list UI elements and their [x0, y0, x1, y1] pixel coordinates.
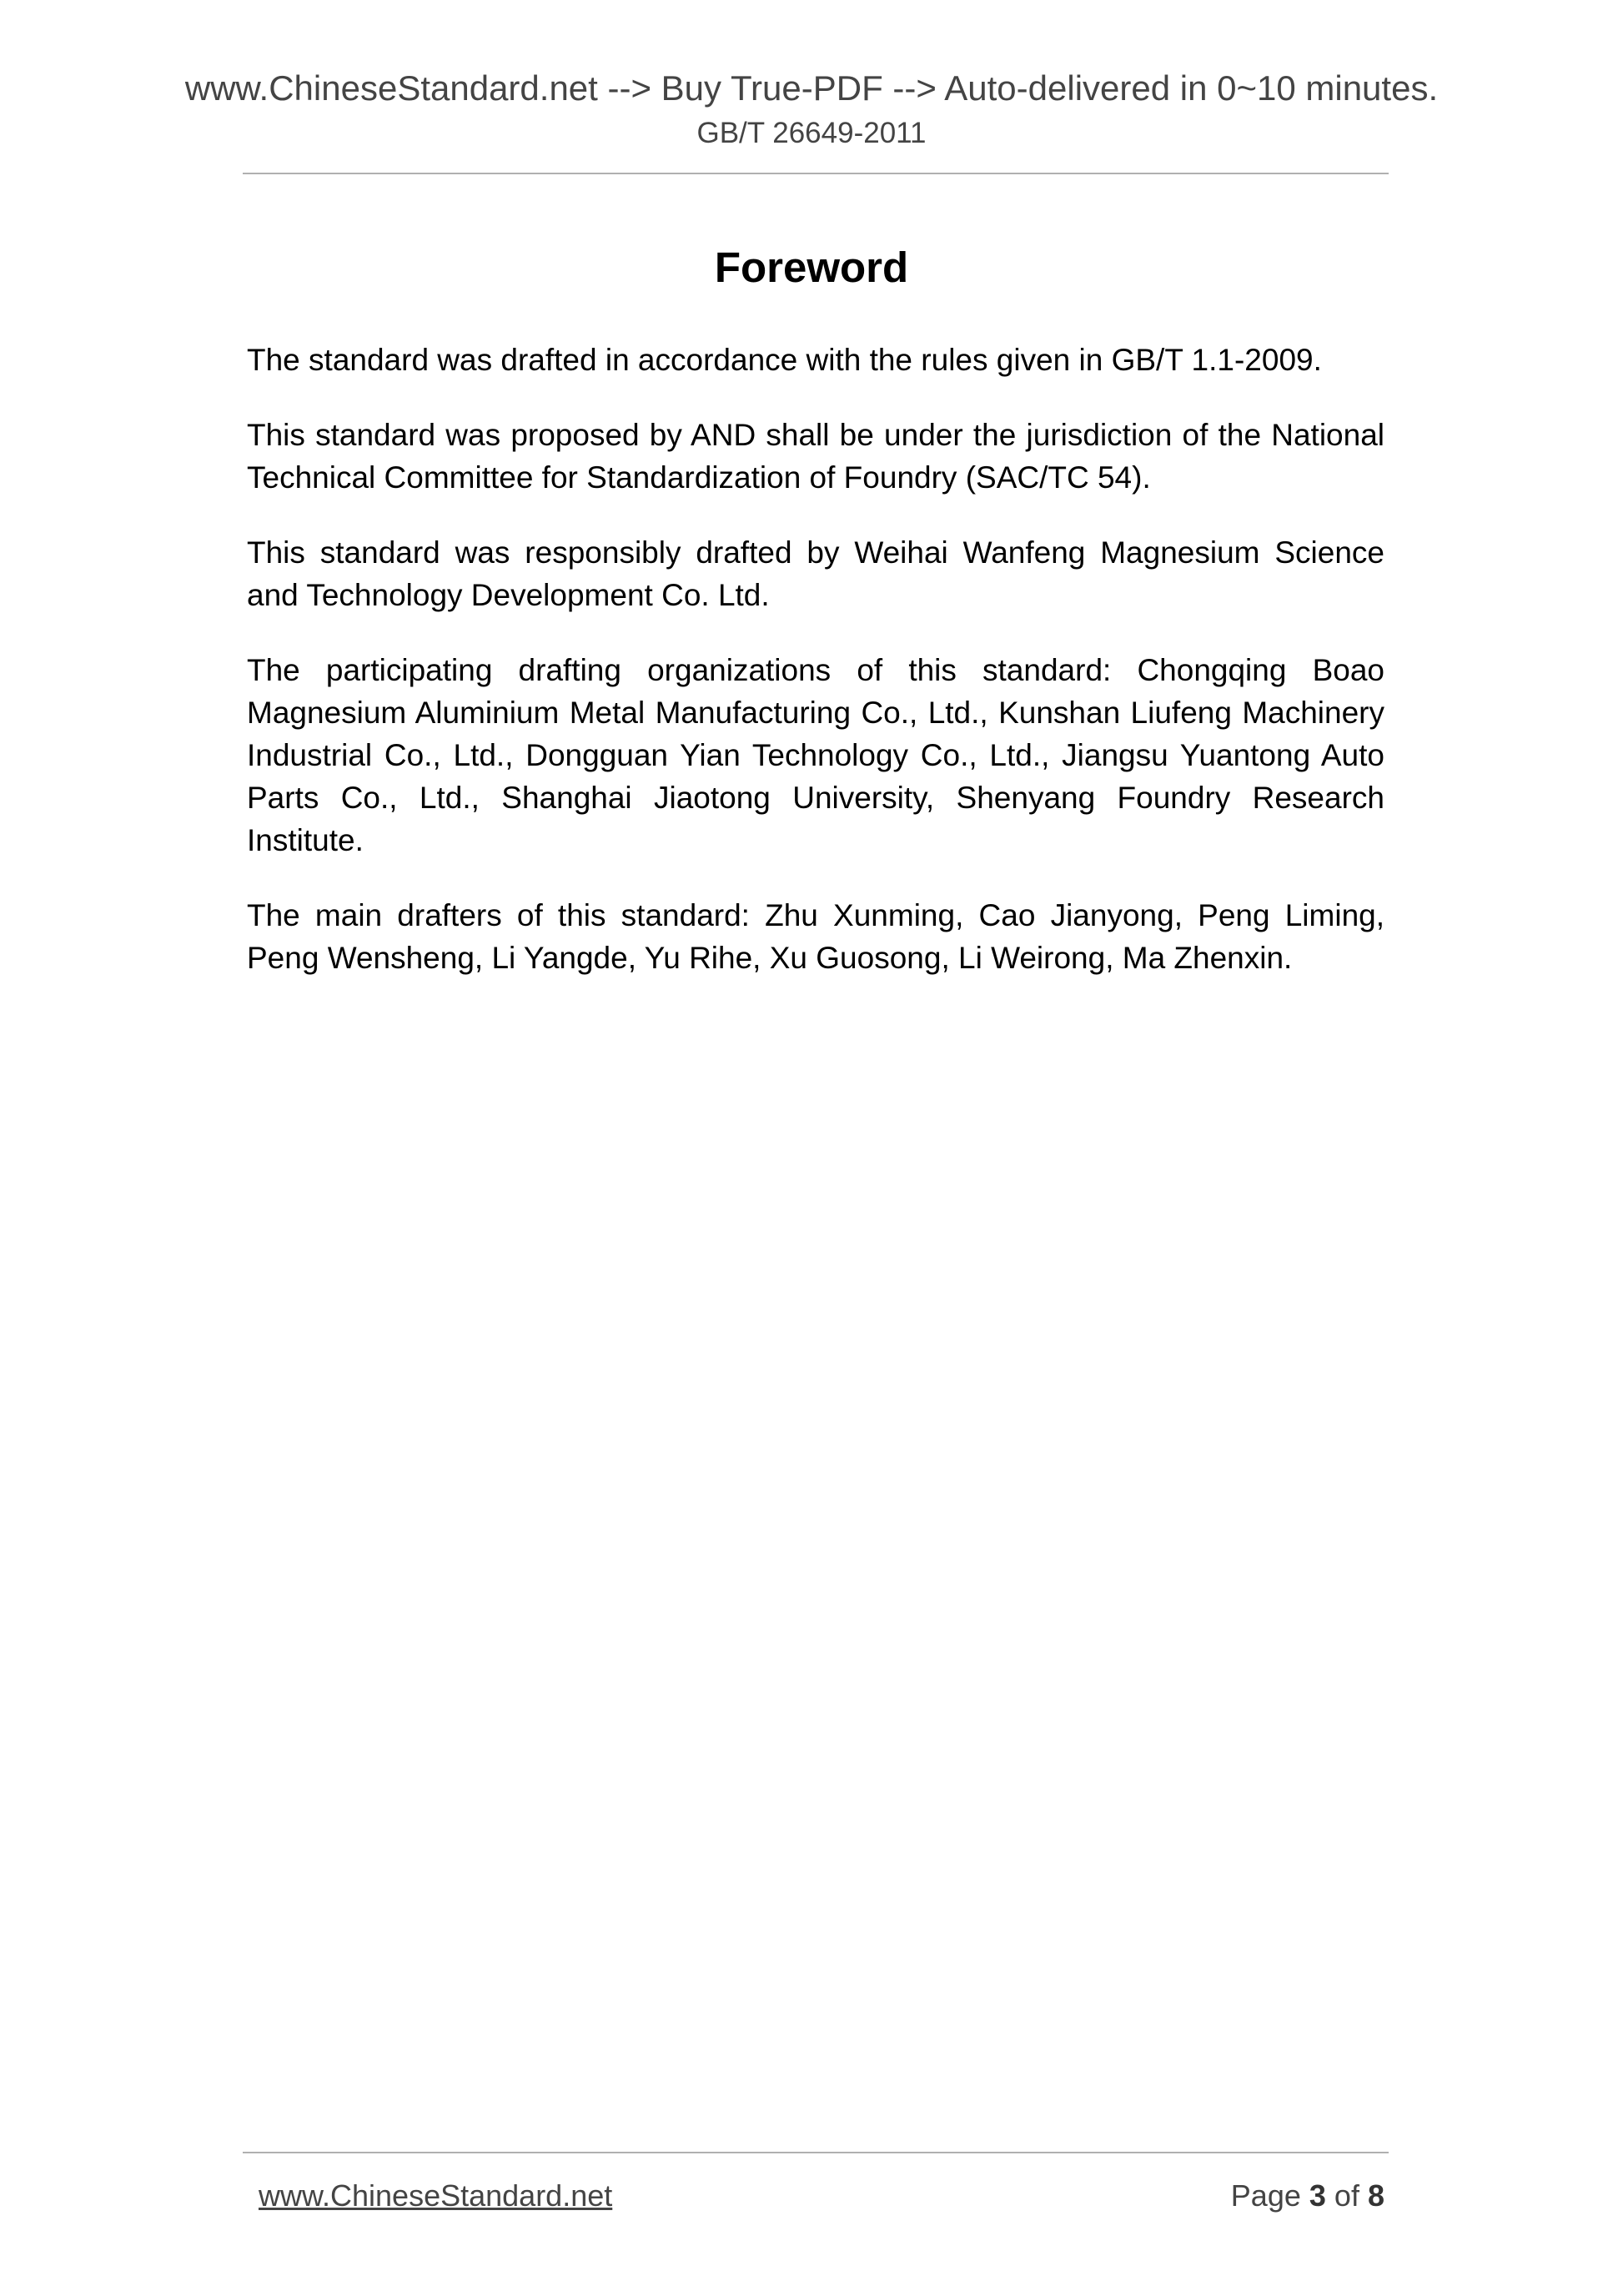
- footer-website-link[interactable]: www.ChineseStandard.net: [259, 2178, 613, 2213]
- paragraph-proposal: This standard was proposed by AND shall be under the jurisdiction of the National Technical Committee for Standardization of Foundry (SAC/TC 54).: [247, 418, 1384, 495]
- page-indicator: [1231, 2175, 1384, 2217]
- foreword-body: [247, 339, 1384, 1012]
- document-number: GB/T 26649-2011: [696, 117, 927, 149]
- page-word: Page: [1230, 2178, 1301, 2213]
- page-title: Foreword: [714, 244, 909, 291]
- paragraph-main-drafters: The main drafters of this standard: Zhu Xunming, Cao Jianyong, Peng Liming, Peng Wensheng, Li Yangde, Yu Rihe, Xu Guosong, Li Weirong, Ma Zhenxin.: [247, 898, 1384, 975]
- paragraph-responsible-drafter: This standard was responsibly drafted by Weihai Wanfeng Magnesium Science and Technology Development Co. Ltd.: [247, 535, 1384, 612]
- paragraph-drafting-rules: The standard was drafted in accordance with the rules given in GB/T 1.1-2009.: [247, 343, 1322, 377]
- page-total: 8: [1367, 2178, 1384, 2213]
- header-divider: [243, 173, 1389, 174]
- paragraph-participating-organizations: The participating drafting organizations of this standard: Chongqing Boao Magnesium Aluminium Metal Manufacturing Co., Ltd., Kunshan Liufeng Machinery Industrial Co., Ltd., Dongguan Yian Technology Co., Ltd., Jiangsu Yuantong Auto Parts Co., Ltd., Shanghai Jiaotong University, Shenyang Foundry Research Institute.: [247, 653, 1384, 857]
- header-banner: www.ChineseStandard.net --> Buy True-PDF --> Auto-delivered in 0~10 minutes.: [184, 68, 1439, 108]
- footer-divider: [243, 2152, 1389, 2153]
- page-of-word: of: [1334, 2178, 1359, 2213]
- page-current: 3: [1309, 2178, 1326, 2213]
